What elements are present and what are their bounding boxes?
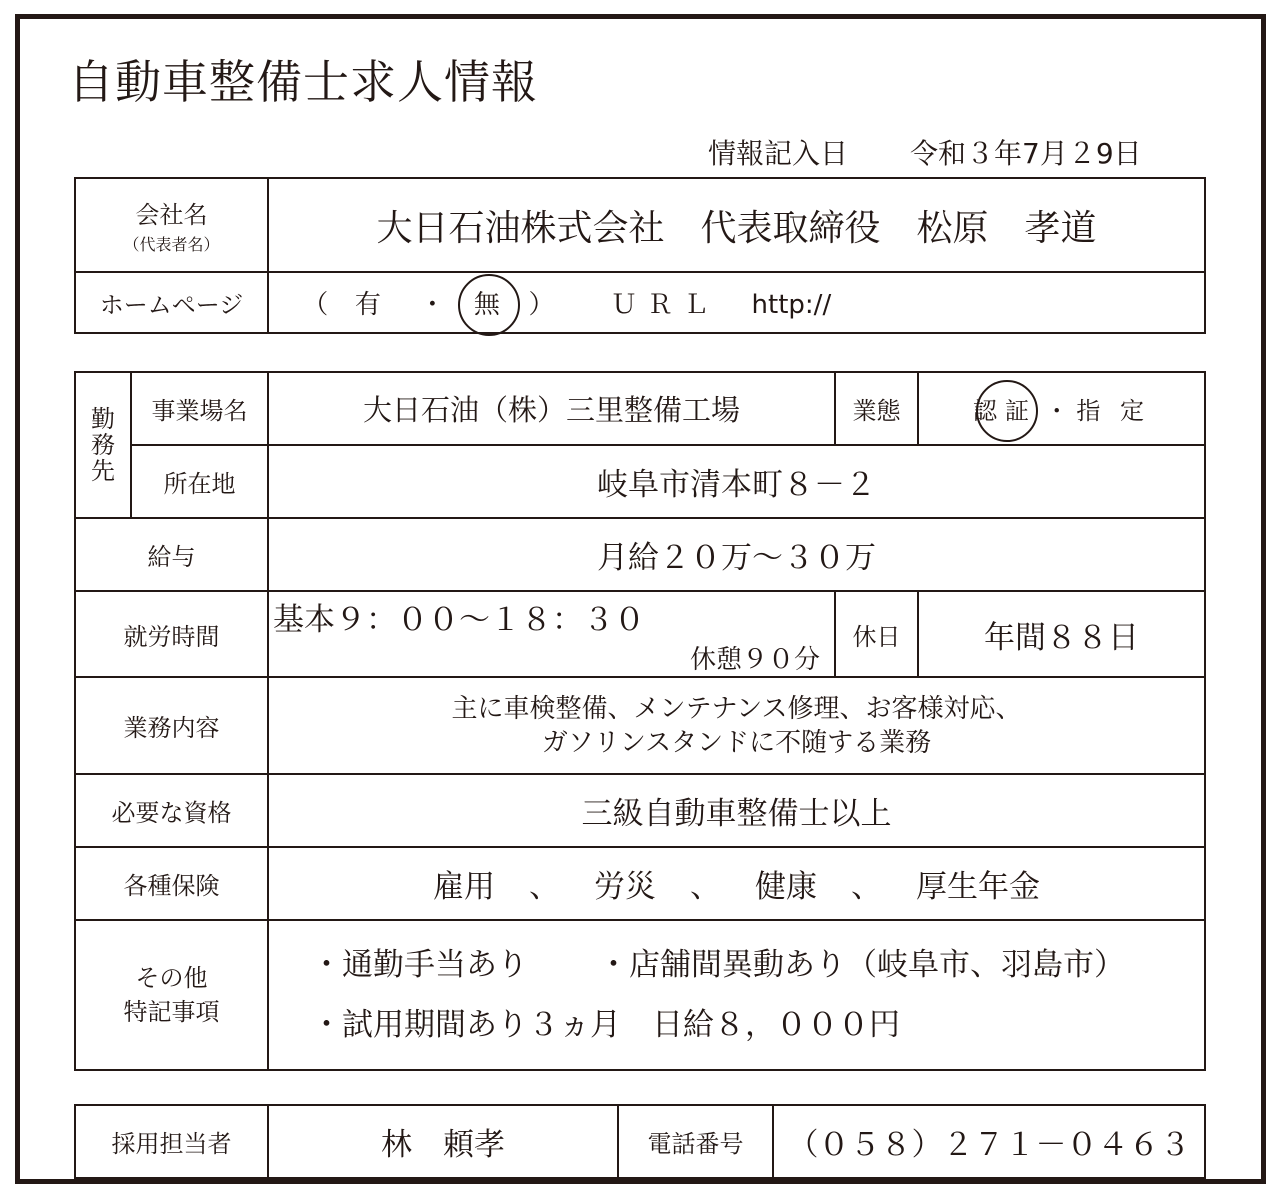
homepage-open-paren: （ — [302, 290, 329, 320]
other-item-commute: ・通勤手当あり — [311, 947, 528, 983]
entry-date — [708, 132, 1142, 172]
company-label: 会社名 — [135, 201, 208, 229]
holiday-label: 休日 — [835, 591, 918, 677]
salary-value: 月給２０万～３０万 — [268, 518, 1205, 591]
address-value: 岐阜市清本町８－２ — [268, 445, 1205, 518]
homepage-close-paren: ） — [528, 290, 555, 320]
other-label-line-2: 特記事項 — [123, 998, 220, 1026]
qualification-value: 三級自動車整備士以上 — [268, 774, 1205, 847]
insurance-item: 労災 — [594, 869, 656, 905]
recruiter-label: 採用担当者 — [75, 1105, 268, 1178]
other-label-line-1: その他 — [135, 964, 208, 992]
company-label-cell — [75, 178, 268, 272]
phone-label: 電話番号 — [618, 1105, 773, 1178]
business-type-auth-circled: 認証 — [973, 391, 1037, 426]
company-sublabel: （代表者名） — [123, 235, 220, 254]
phone-number: （０５８）２７１－０４６３ — [773, 1105, 1205, 1178]
workplace-group-char-1: 勤 — [91, 405, 115, 433]
insurance-item: 厚生年金 — [916, 869, 1040, 905]
page-title: 自動車整備士求人情報 — [68, 55, 538, 109]
other-item-transfer: ・店舗間異動あり（岐阜市、羽島市） — [598, 947, 1125, 983]
duties-value — [268, 677, 1205, 774]
business-type-dot: ・ — [1044, 397, 1069, 425]
hours-value: 基本９：００～１８：３０ — [273, 602, 645, 638]
holiday-value: 年間８８日 — [918, 591, 1205, 677]
other-item-trial: ・試用期間あり３ヵ月 日給８，０００円 — [311, 1007, 900, 1043]
business-type-value — [918, 372, 1205, 445]
homepage-label: ホームページ — [75, 272, 268, 333]
business-type-designated: 指 定 — [1076, 397, 1150, 425]
company-table — [74, 177, 1206, 334]
homepage-option-dot: ・ — [419, 290, 446, 320]
insurance-item: 健康 — [755, 869, 817, 905]
duties-line-1: 主に車検整備、メンテナンス修理、お客様対応、 — [451, 693, 1022, 724]
insurance-label: 各種保険 — [75, 847, 268, 920]
other-label — [75, 920, 268, 1070]
workplace-group-label — [75, 372, 131, 518]
homepage-url-label: ＵＲＬ — [611, 290, 720, 320]
company-name: 大日石油株式会社 代表取締役 松原 孝道 — [268, 178, 1205, 272]
salary-label: 給与 — [75, 518, 268, 591]
hours-label: 就労時間 — [75, 591, 268, 677]
insurance-value — [268, 847, 1205, 920]
recruiter-name: 林 頼孝 — [268, 1105, 618, 1178]
workplace-name-label: 事業場名 — [131, 372, 268, 445]
other-value — [268, 920, 1205, 1070]
duties-line-2: ガソリンスタンドに不随する業務 — [541, 727, 932, 758]
contact-table — [74, 1104, 1206, 1179]
workplace-group-char-2: 務 — [91, 431, 115, 459]
homepage-option-yes: 有 — [354, 290, 381, 320]
main-table — [74, 371, 1206, 1071]
insurance-sep: 、 — [529, 869, 560, 905]
insurance-sep: 、 — [690, 869, 721, 905]
homepage-value-cell — [268, 272, 1205, 333]
hours-value-cell — [268, 591, 835, 677]
entry-date-value: 令和３年7月２9日 — [910, 137, 1142, 170]
homepage-option-no-circled: 無 — [474, 284, 500, 321]
address-label: 所在地 — [131, 445, 268, 518]
duties-label: 業務内容 — [75, 677, 268, 774]
insurance-sep: 、 — [851, 869, 882, 905]
qualification-label: 必要な資格 — [75, 774, 268, 847]
entry-date-label: 情報記入日 — [708, 137, 849, 170]
insurance-item: 雇用 — [433, 869, 495, 905]
workplace-name-value: 大日石油（株）三里整備工場 — [268, 372, 835, 445]
business-type-label: 業態 — [835, 372, 918, 445]
hours-break: 休憩９０分 — [690, 645, 821, 675]
workplace-group-char-3: 先 — [91, 457, 115, 485]
homepage-url-value: http:// — [751, 290, 832, 320]
